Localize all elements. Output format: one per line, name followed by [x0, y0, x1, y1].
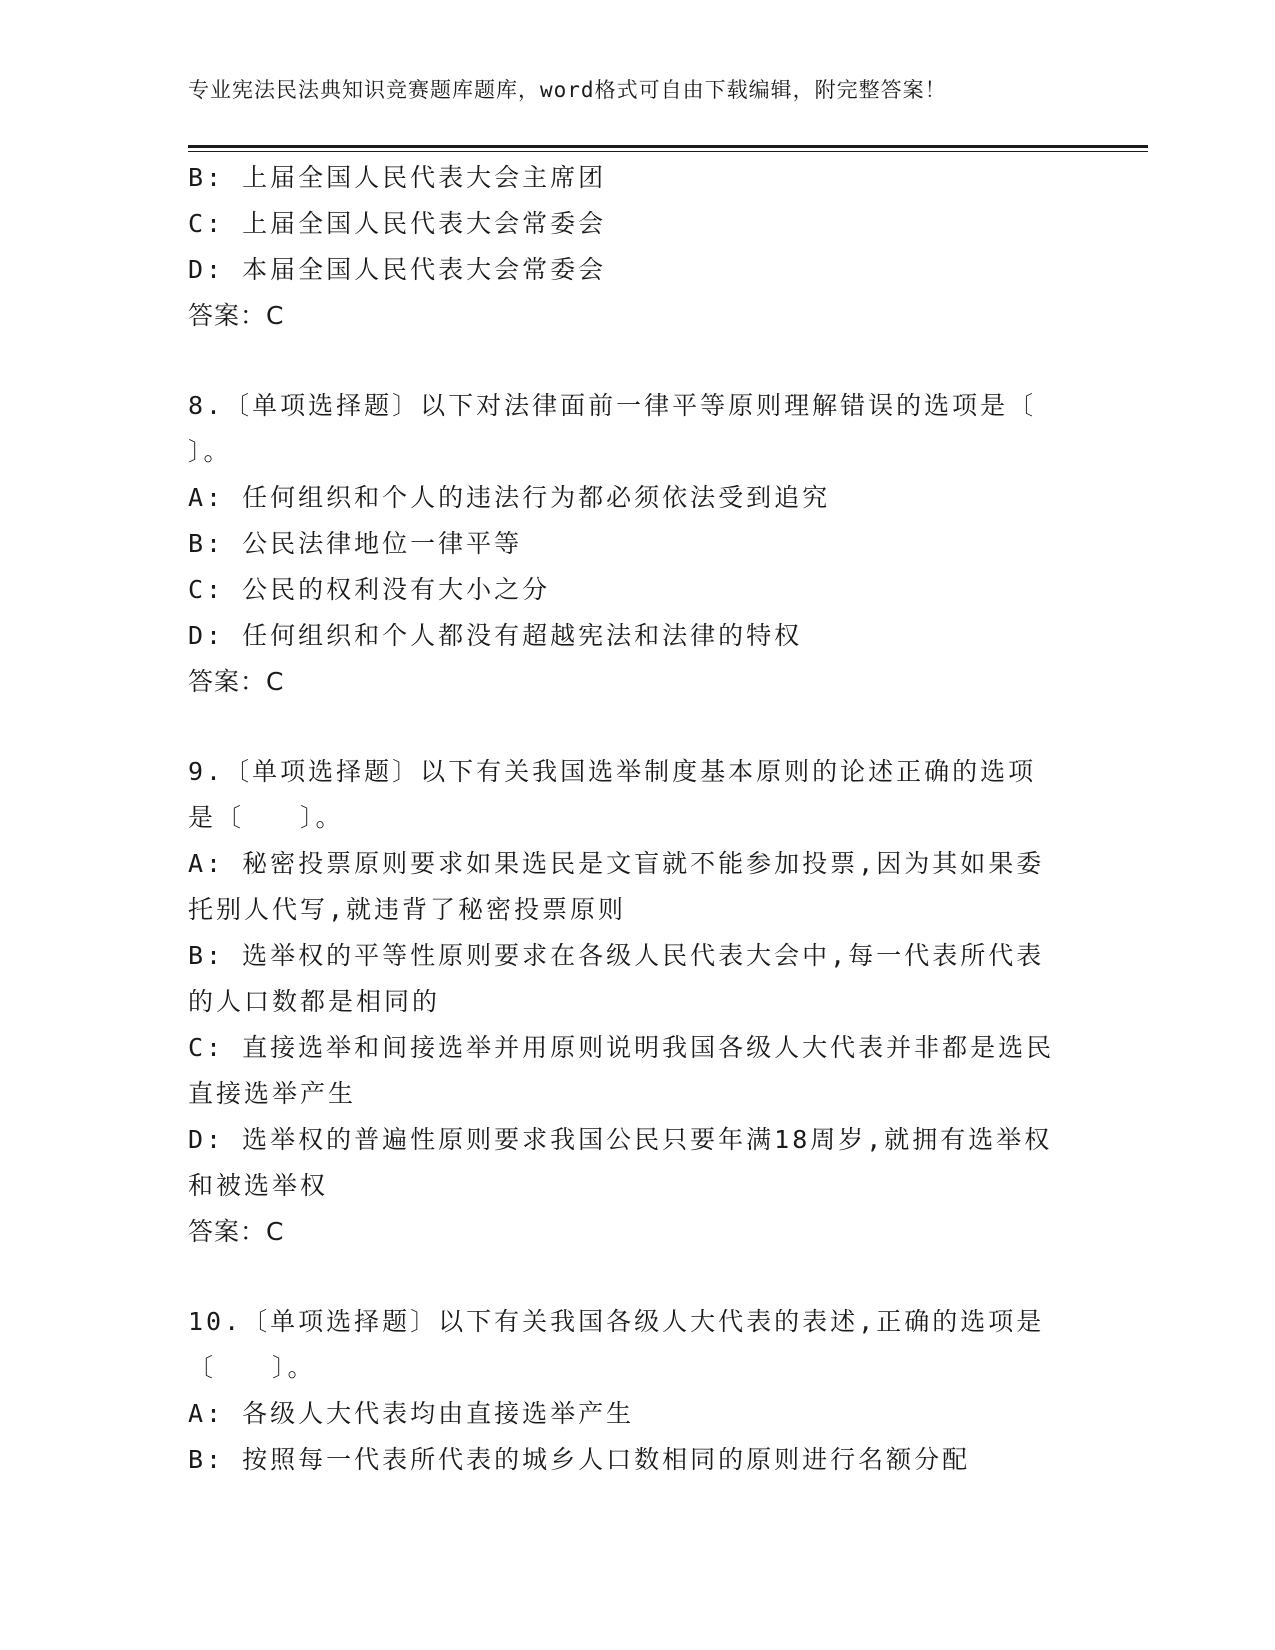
option-b: B: 按照每一代表所代表的城乡人口数相同的原则进行名额分配	[188, 1445, 971, 1474]
option-a: A: 任何组织和个人的违法行为都必须依法受到追究	[188, 483, 831, 512]
option-b: B: 选举权的平等性原则要求在各级人民代表大会中,每一代表所代表	[188, 941, 1045, 970]
answer: 答案：C	[188, 667, 285, 696]
question-content	[188, 155, 1088, 1483]
option-d: 和被选举权	[188, 1171, 329, 1200]
question-stem: 8.〔单项选择题〕以下对法律面前一律平等原则理解错误的选项是〔	[188, 391, 1037, 420]
question-8	[188, 383, 1088, 705]
option-c: 直接选举产生	[188, 1079, 357, 1108]
option-a: A: 秘密投票原则要求如果选民是文盲就不能参加投票,因为其如果委	[188, 849, 1045, 878]
option-a: 托别人代写,就违背了秘密投票原则	[188, 895, 627, 924]
option-d: D: 本届全国人民代表大会常委会	[188, 255, 607, 284]
option-d: D: 选举权的普遍性原则要求我国公民只要年满18周岁,就拥有选举权	[188, 1125, 1053, 1154]
option-c: C: 直接选举和间接选举并用原则说明我国各级人大代表并非都是选民	[188, 1033, 1055, 1062]
answer: 答案：C	[188, 301, 285, 330]
question-stem: 〔 〕。	[188, 1353, 316, 1382]
question-stem: 9.〔单项选择题〕以下有关我国选举制度基本原则的论述正确的选项	[188, 757, 1037, 786]
option-c: C: 上届全国人民代表大会常委会	[188, 209, 607, 238]
option-b: B: 公民法律地位一律平等	[188, 529, 523, 558]
option-b: 的人口数都是相同的	[188, 987, 441, 1016]
header-rule-thick	[188, 145, 1148, 148]
question-7-continued	[188, 155, 1088, 339]
option-c: C: 公民的权利没有大小之分	[188, 575, 551, 604]
question-stem: 是〔 〕。	[188, 803, 344, 832]
question-stem: 〕。	[188, 437, 232, 466]
option-a: A: 各级人大代表均由直接选举产生	[188, 1399, 635, 1428]
option-d: D: 任何组织和个人都没有超越宪法和法律的特权	[188, 621, 803, 650]
page-header: 专业宪法民法典知识竞赛题库题库，word格式可自由下载编辑，附完整答案！	[188, 78, 947, 102]
question-9	[188, 749, 1088, 1255]
question-stem: 10.〔单项选择题〕以下有关我国各级人大代表的表述,正确的选项是	[188, 1307, 1045, 1336]
header-rule-thin	[188, 151, 1148, 152]
question-10	[188, 1299, 1088, 1483]
answer: 答案：C	[188, 1217, 285, 1246]
option-b: B: 上届全国人民代表大会主席团	[188, 163, 607, 192]
